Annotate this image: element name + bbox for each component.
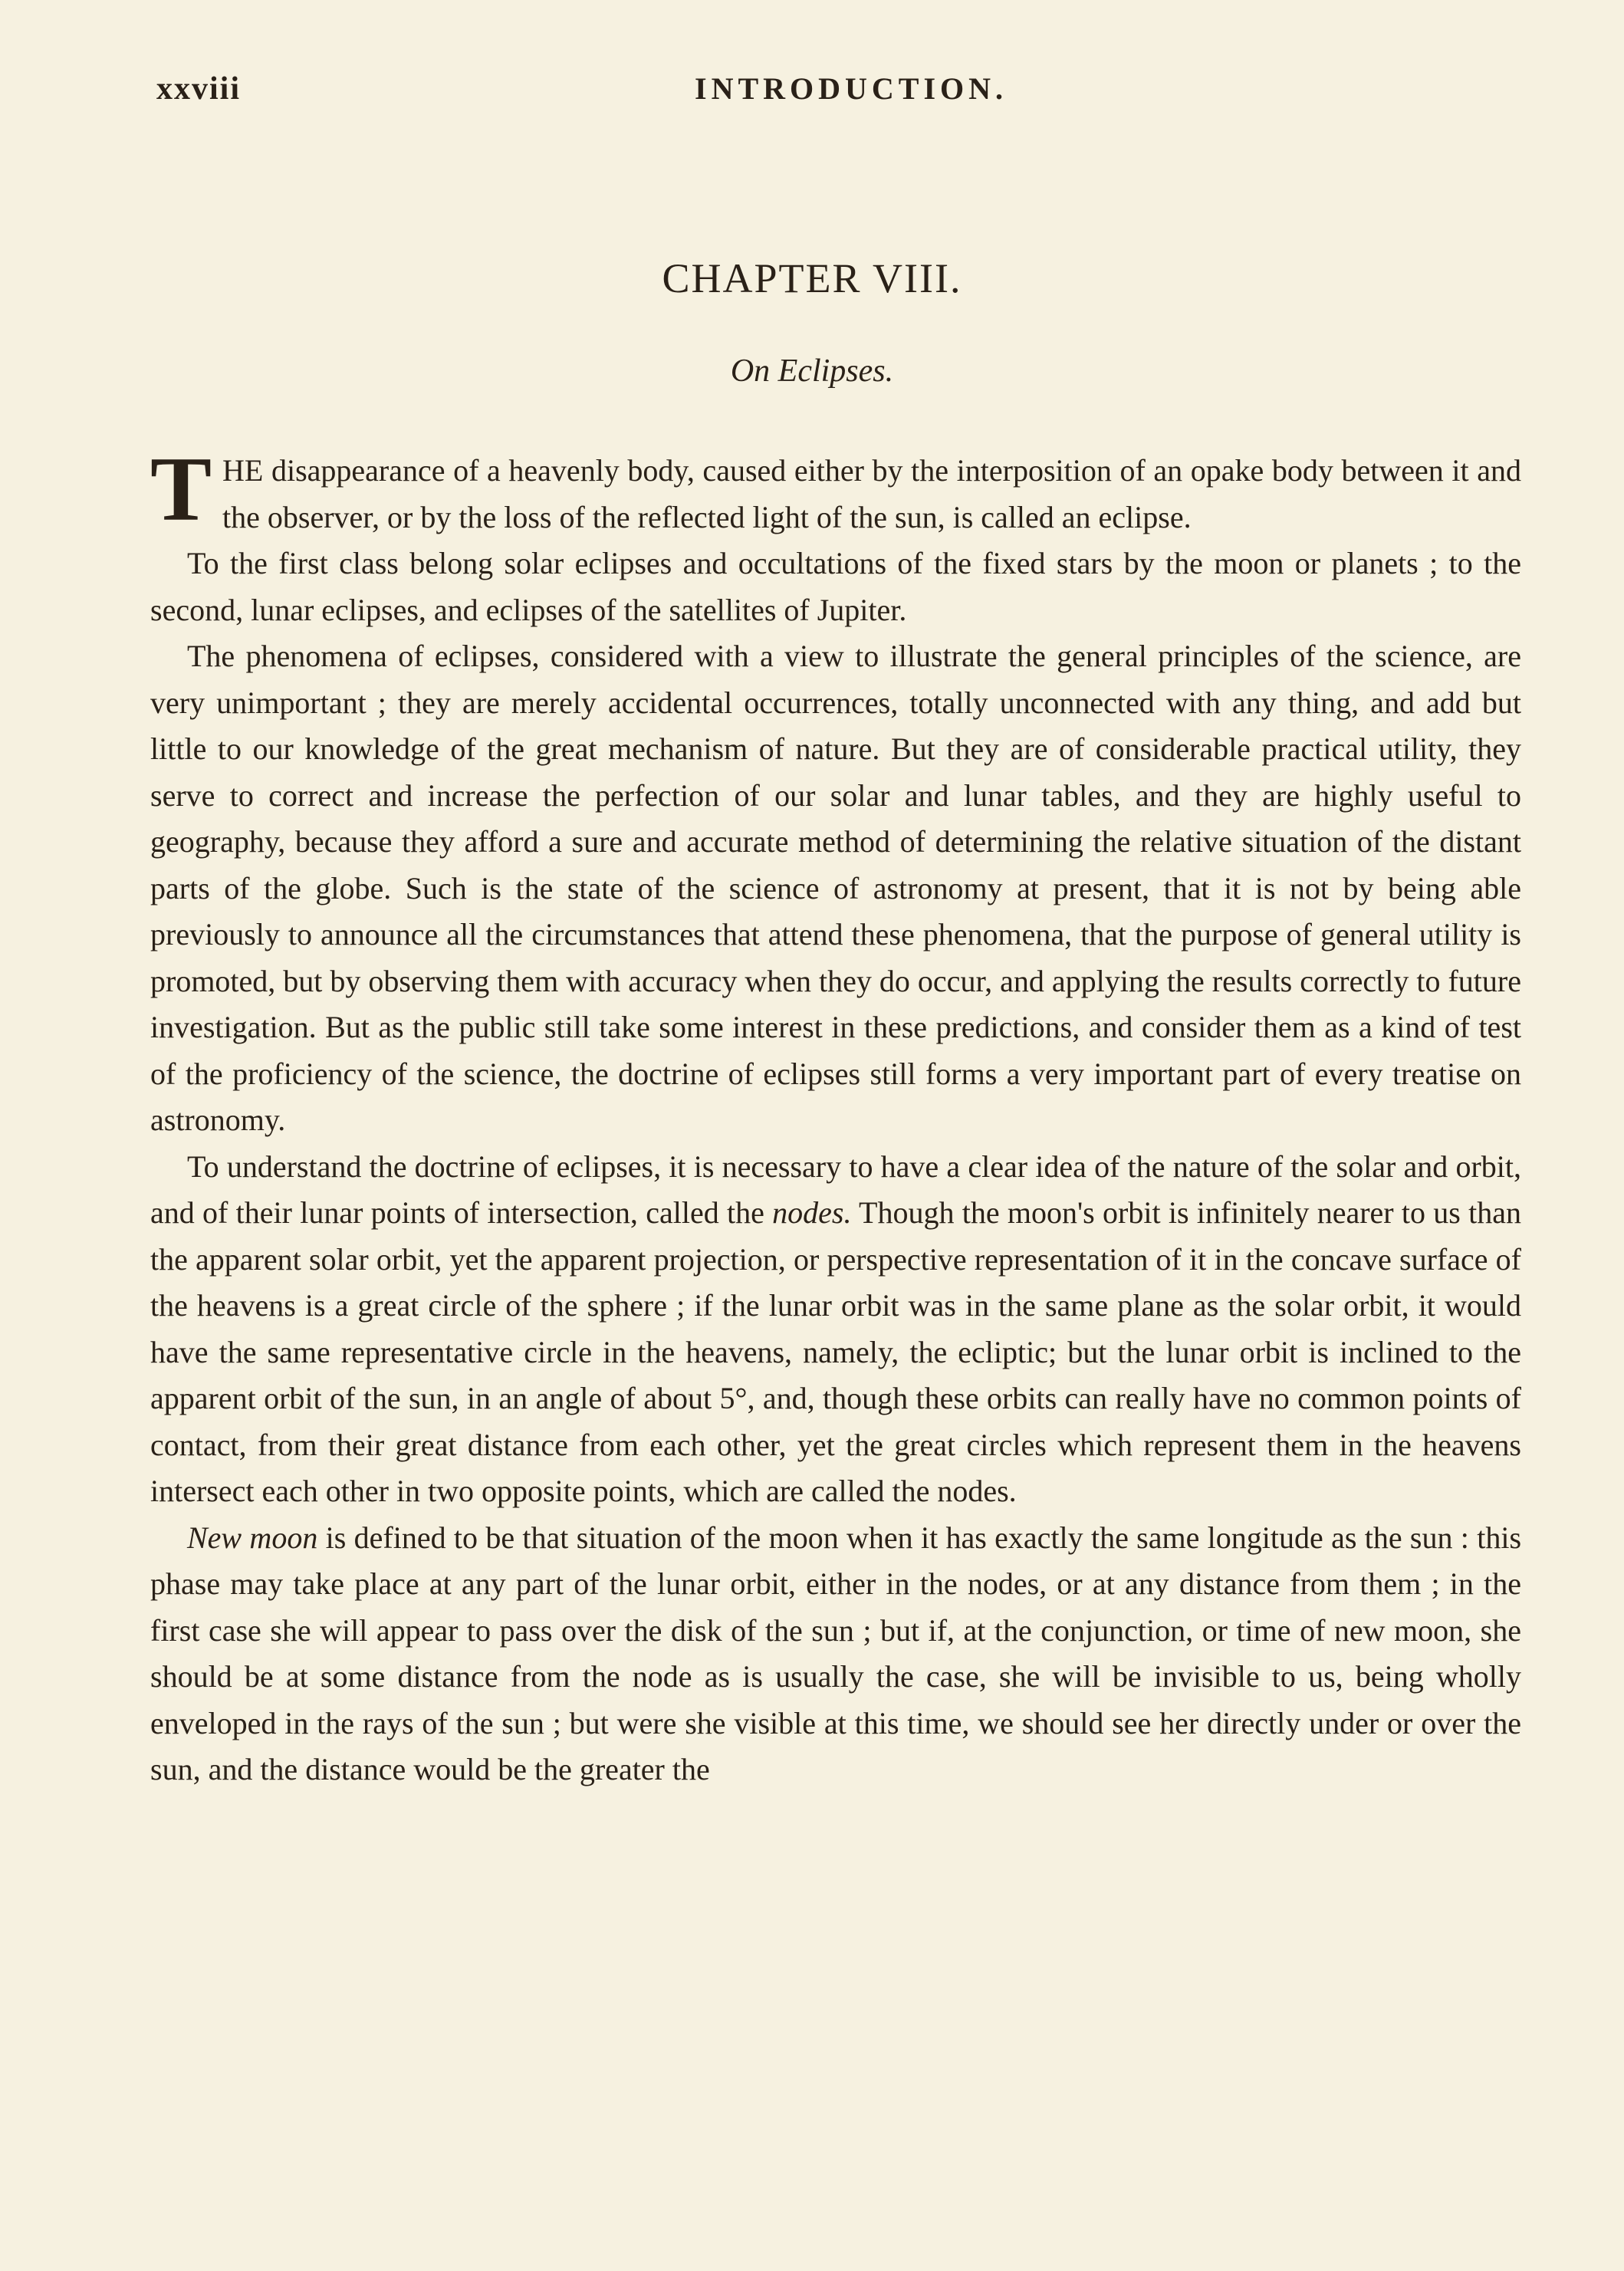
term-nodes: nodes. xyxy=(772,1195,852,1230)
paragraph-1 xyxy=(150,438,1521,541)
paragraph-2: To the first class belong solar eclipses and occultations of the fixed stars by the moon or planets ; to the second, lunar eclipses, and eclipses of the satellites of Jupiter. xyxy=(150,546,1521,627)
paragraph-1-text: HE disappearance of a heavenly body, caused either by the interposition of an opake body between it and the observer, or by the loss of the reflected light of the sun, is called an eclipse. xyxy=(222,453,1521,534)
term-new-moon: New moon xyxy=(187,1520,318,1555)
drop-cap: T xyxy=(150,438,212,540)
paragraph-4-text-b: Though the moon's orbit is infinitely nearer to us than the apparent solar orbit, yet the apparent projection, or perspective representation of it in the concave surface of the heavens is a great circle of the sphere ; if the lunar orbit was in the same plane as the solar orbit, it would have the same representative circle in the heavens, namely, the ecliptic; but the lunar orbit is inclined to the apparent orbit of the sun, in an angle of about 5°, and, though these orbits can really have no common points of contact, from their great distance from each other, yet the great circles which represent them in the heavens intersect each other in two opposite points, which are called the nodes. xyxy=(150,1195,1521,1508)
running-title: INTRODUCTION. xyxy=(695,71,1008,106)
paragraph-3: The phenomena of eclipses, considered with a view to illustrate the general principles of the science, are very unimportant ; they are merely accidental occurrences, totally unconnected with any thing, and add but little to our knowledge of the great mechanism of nature. But they are of considerable practical utility, they serve to correct and increase the perfection of our solar and lunar tables, and they are highly useful to geography, because they afford a sure and accurate method of determining the relative situation of the distant parts of the globe. Such is the state of the science of astronomy at present, that it is not by being able previously to announce all the circumstances that attend these phenomena, that the purpose of general utility is promoted, but by observing them with accuracy when they do occur, and applying the results correctly to future investigation. But as the public still take some interest in these predictions, and consider them as a kind of test of the proficiency of the science, the doctrine of eclipses still forms a very important part of every treatise on astronomy. xyxy=(150,639,1521,1137)
page-number: xxviii xyxy=(156,71,242,107)
paragraph-4 xyxy=(150,1144,1521,1515)
section-title: On Eclipses. xyxy=(730,353,894,389)
running-head xyxy=(156,71,1521,117)
paragraph-5-text: is defined to be that situation of the moon when it has exactly the same longitude as the sun : this phase may take place at any part of the lunar orbit, either in the nodes, or at any distance from them ; in the first case she will appear to pass over the disk of the sun ; but if, at the conjunction, or time of new moon, she should be at some distance from the node as is usually the case, she will be invisible to us, being wholly enveloped in the rays of the sun ; but were she visible at this time, we should see her directly under or over the sun, and the distance would be the greater the xyxy=(150,1520,1522,1786)
paragraph-5 xyxy=(150,1515,1521,1793)
body-text xyxy=(150,438,1522,1793)
paragraph-4-text-a: To understand the doctrine of eclipses, it is necessary to have a clear idea of the nature of the solar and orbit, and of their lunar points of intersection, called the xyxy=(150,1149,1521,1230)
chapter-title: CHAPTER VIII. xyxy=(662,255,962,301)
